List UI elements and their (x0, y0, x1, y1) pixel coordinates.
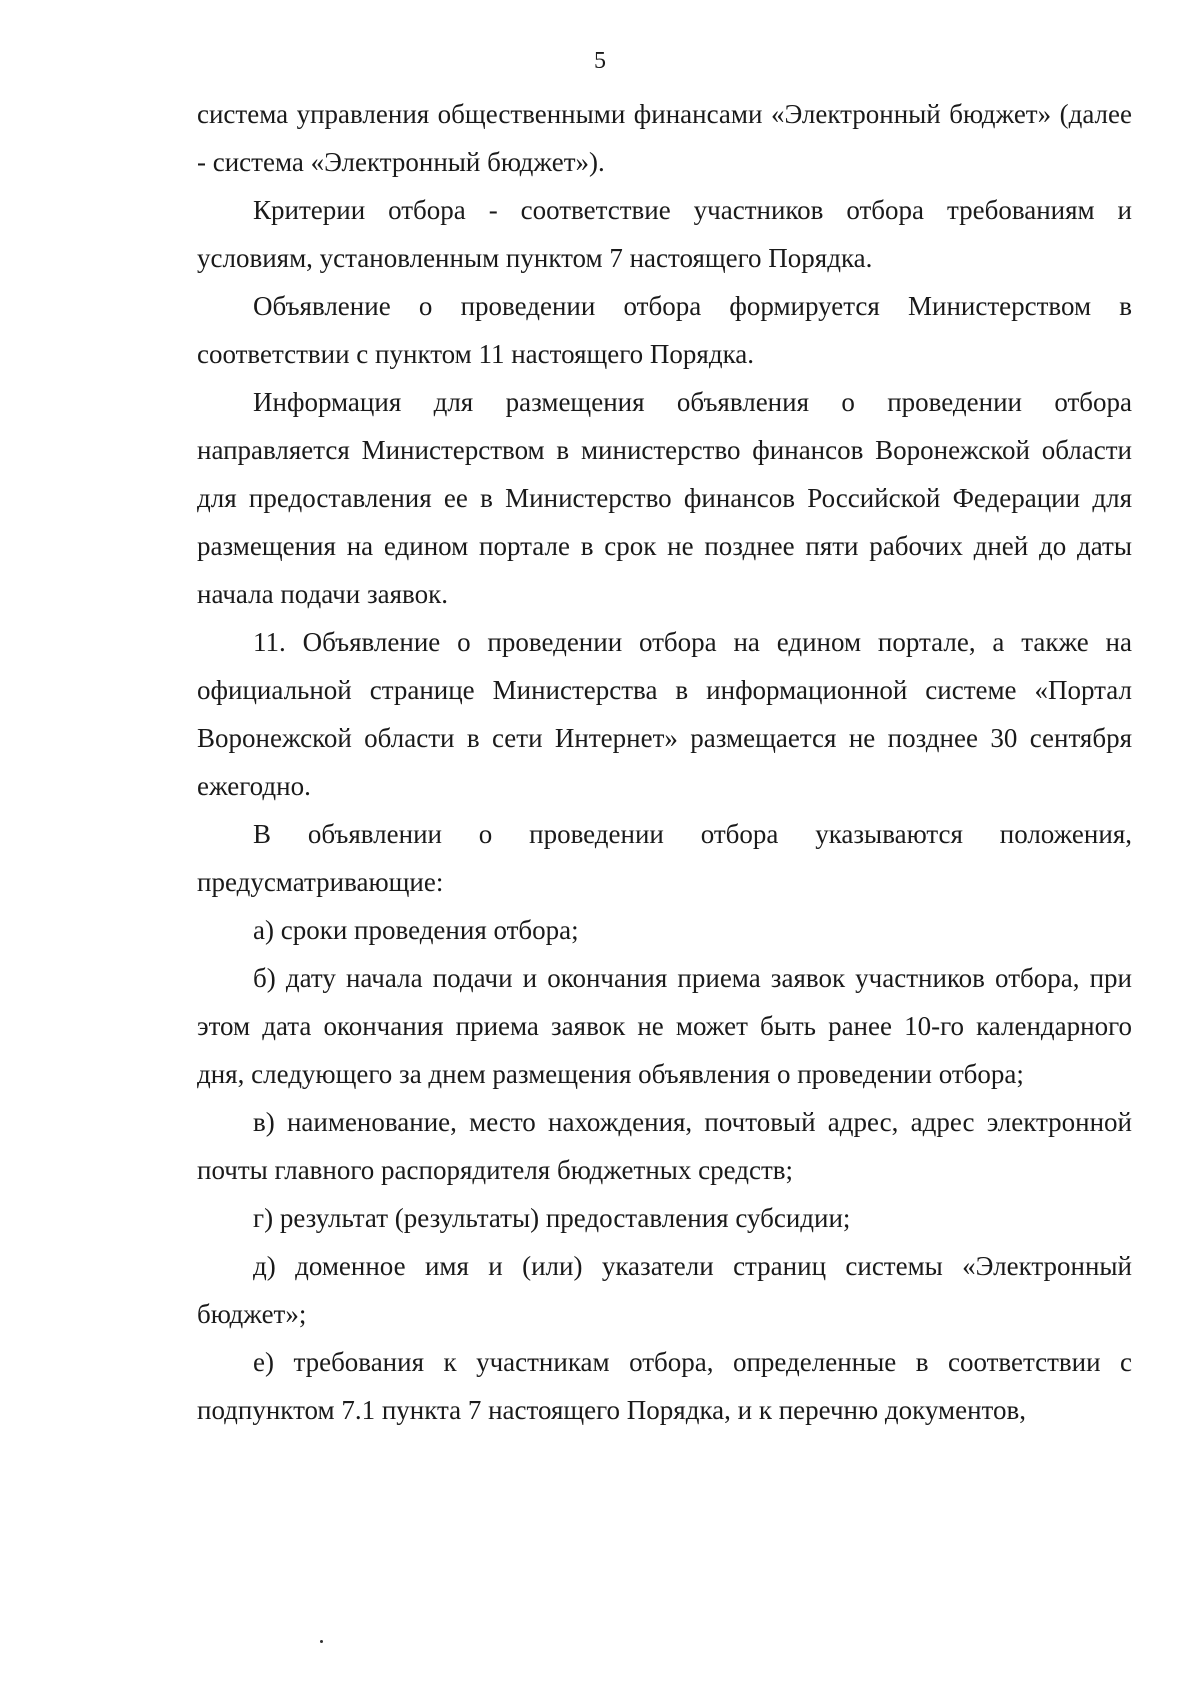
document-body (197, 90, 1132, 1434)
paragraph-item-11: 11. Объявление о проведении отбора на едином портале, а также на официальной странице Министерства в информационной системе «Портал Воронежской области в сети Интернет» размещается не позднее 30 сентября ежегодно. (197, 627, 1132, 801)
list-item-v: в) наименование, место нахождения, почтовый адрес, адрес электронной почты главного распорядителя бюджетных средств; (197, 1107, 1132, 1185)
paragraph-announcement-formed: Объявление о проведении отбора формируется Министерством в соответствии с пунктом 11 настоящего Порядка. (197, 291, 1132, 369)
list-item-d: д) доменное имя и (или) указатели страниц системы «Электронный бюджет»; (197, 1251, 1132, 1329)
list-item-a: а) сроки проведения отбора; (253, 915, 579, 945)
paragraph-continuation: система управления общественными финансами «Электронный бюджет» (далее - система «Электронный бюджет»). (197, 99, 1132, 177)
list-item-e: е) требования к участникам отбора, определенные в соответствии с подпунктом 7.1 пункта 7 настоящего Порядка, и к перечню документов, (197, 1347, 1132, 1425)
scan-speck (320, 1640, 323, 1643)
list-item-b: б) дату начала подачи и окончания приема заявок участников отбора, при этом дата окончания приема заявок не может быть ранее 10-го календарного дня, следующего за днем размещения объявления о проведении отбора; (197, 963, 1132, 1089)
page-number: 5 (594, 48, 606, 74)
paragraph-information-placement: Информация для размещения объявления о проведении отбора направляется Министерством в министерство финансов Воронежской области для предоставления ее в Министерство финансов Российской Федерации для размещения на едином портале в срок не позднее пяти рабочих дней до даты начала подачи заявок. (197, 387, 1132, 609)
paragraph-announcement-provisions: В объявлении о проведении отбора указываются положения, предусматривающие: (197, 819, 1132, 897)
paragraph-selection-criteria: Критерии отбора - соответствие участников отбора требованиям и условиям, установленным пунктом 7 настоящего Порядка. (197, 195, 1132, 273)
list-item-g: г) результат (результаты) предоставления субсидии; (253, 1203, 851, 1233)
